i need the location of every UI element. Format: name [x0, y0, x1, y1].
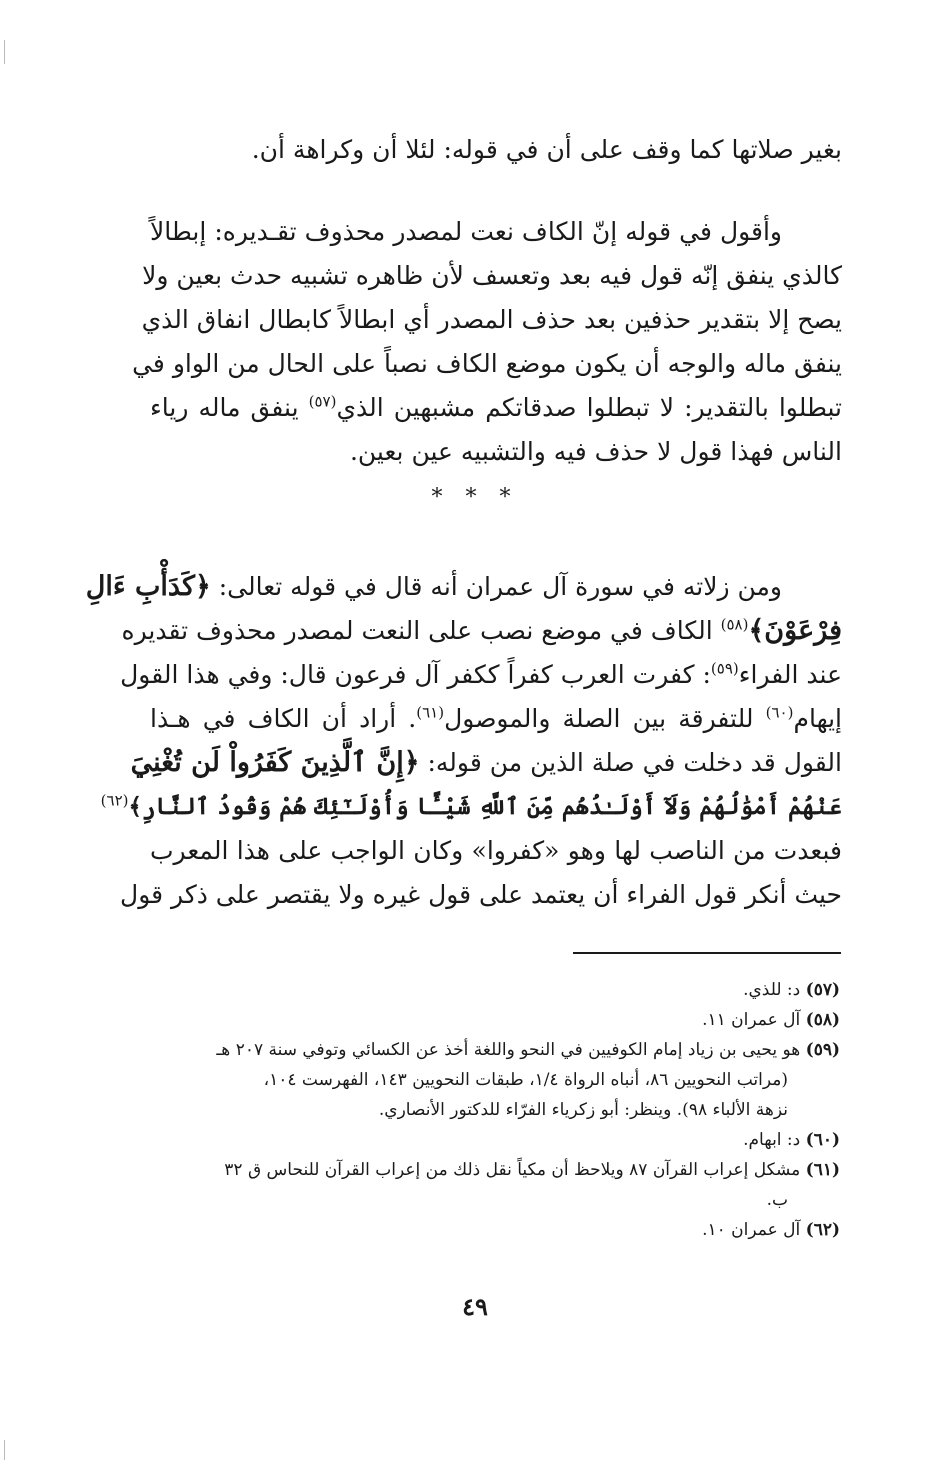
footnote-continuation: نزهة الألباء ٩٨). وينظر: أبو زكرياء الفرّاء للدكتور الأنصاري. [378, 1100, 788, 1120]
quran-verse: ﴿كَدَأْبِ ءَالِ [85, 571, 211, 602]
footnote-ref: (٥٩) [710, 659, 739, 678]
footnote [160, 1035, 840, 1065]
scan-edge-mark [4, 1440, 5, 1460]
text-line: كالذي ينفق إنّه قول فيه بعد وتعسف لأن ظاهره تشبيه حدث بعين ولا [142, 261, 842, 290]
text-segment: : كفرت العرب كفراً ككفر آل فرعون قال: وفي هذا القول [120, 660, 711, 689]
text-line: وأقول في قوله إنّ الكاف نعت لمصدر محذوف تقـديره: إبطالاً [150, 217, 782, 246]
footnote-number: (٦٢) [805, 1220, 840, 1240]
text-line [121, 609, 842, 653]
text-segment: الكاف في موضع نصب على النعت لمصدر محذوف تقديره [121, 616, 713, 645]
text-segment: . أراد أن الكاف في هـذا [150, 704, 417, 733]
text-segment: ومن زلاته في سورة آل عمران أنه قال في قوله تعالى: [218, 572, 782, 601]
footnote-ref: (٥٨) [720, 615, 749, 634]
text-line [150, 697, 842, 741]
text-line: بغير صلاتها كما وقف على أن في قوله: لئلا أن وكراهة أن. [251, 135, 842, 164]
footnote-ref: (٦١) [416, 703, 445, 722]
footnote-ref: (٦٠) [765, 703, 794, 722]
text-segment: القول قد دخلت في صلة الذين من قوله: [427, 748, 842, 777]
footnote-text: هو يحيى بن زياد إمام الكوفيين في النحو واللغة أخذ عن الكسائي وتوفي سنة ٢٠٧ هـ [216, 1040, 801, 1060]
text-segment: إيهام [793, 704, 843, 733]
section-divider: * * * [431, 485, 519, 510]
quran-verse: فِرْعَوْنَ﴾ [748, 615, 842, 646]
footnotes [160, 975, 840, 1245]
text-segment: تبطلوا بالتقدير: لا تبطلوا صدقاتكم مشبهين الذي [336, 393, 843, 422]
paragraph-commentary [132, 210, 843, 474]
footnote-continuation: ب. [766, 1190, 788, 1210]
text-line [150, 386, 842, 430]
footnote [160, 1155, 840, 1185]
footnote-number: (٥٧) [805, 980, 840, 1000]
text-line [120, 653, 842, 697]
text-line [130, 741, 842, 785]
footnote-ref: (٥٧) [308, 392, 337, 411]
footnote [160, 1005, 840, 1035]
footnote-ref: (٦٢) [100, 791, 129, 810]
footnote-text: د: ابهام. [743, 1130, 801, 1150]
page-number: ٤٩ [462, 1292, 488, 1321]
footnote-number: (٥٩) [805, 1040, 840, 1060]
footnote [160, 1125, 840, 1155]
footnote-continuation: (مراتب النحويين ٨٦، أنباه الرواة ١/٤، طبقات النحويين ١٤٣، الفهرست ١٠٤، [263, 1070, 788, 1090]
text-line: حيث أنكر قول الفراء أن يعتمد على قول غيره ولا يقتصر على ذكر قول [120, 880, 842, 909]
text-line: ينفق ماله والوجه أن يكون موضع الكاف نصباً على الحال من الواو في [132, 349, 842, 378]
footnote [160, 1215, 840, 1245]
footnote-number: (٦١) [805, 1160, 840, 1180]
paragraph-main [85, 565, 843, 917]
footnote-number: (٥٨) [805, 1010, 840, 1030]
scan-edge-mark [4, 40, 5, 64]
text-segment: عند الفراء [738, 660, 842, 689]
paragraph-continuation [150, 128, 842, 172]
footnote-text: آل عمران ١١. [702, 1010, 801, 1030]
text-line [85, 565, 842, 609]
footnote-number: (٦٠) [805, 1130, 840, 1150]
footnote-text: مشكل إعراب القرآن ٨٧ ويلاحظ أن مكياً نقل ذلك من إعراب القرآن للنحاس ق ٣٢ [224, 1160, 801, 1180]
footnote-separator [573, 952, 841, 954]
quran-verse: ﴿إِنَّ ٱلَّذِينَ كَفَرُواْ لَن تُغْنِيَ [130, 747, 420, 778]
text-line: يصح إلا بتقدير حذفين بعد حذف المصدر أي ابطالاً كابطال انفاق الذي [141, 305, 842, 334]
text-segment: ينفق ماله رياء [150, 393, 299, 422]
footnote-text: آل عمران ١٠. [702, 1220, 801, 1240]
text-line [100, 785, 842, 829]
quran-verse: عَنْهُمْ أَمْوَٰلُهُمْ وَلَآ أَوْلَـٰدُهُم مِّنَ ٱللَّهِ شَيْـًٔا وَأُوْلَـٰٓئِكَ هُمْ وَقُودُ ٱلنَّارِ﴾ [128, 793, 842, 820]
footnote [160, 975, 840, 1005]
text-line: الناس فهذا قول لا حذف فيه والتشبيه عين بعين. [349, 437, 842, 466]
text-segment: للتفرقة بين الصلة والموصول [444, 704, 754, 733]
text-line: فبعدت من الناصب لها وهو «كفروا» وكان الواجب على هذا المعرب [150, 836, 842, 865]
footnote-text: د: للذي. [743, 980, 801, 1000]
